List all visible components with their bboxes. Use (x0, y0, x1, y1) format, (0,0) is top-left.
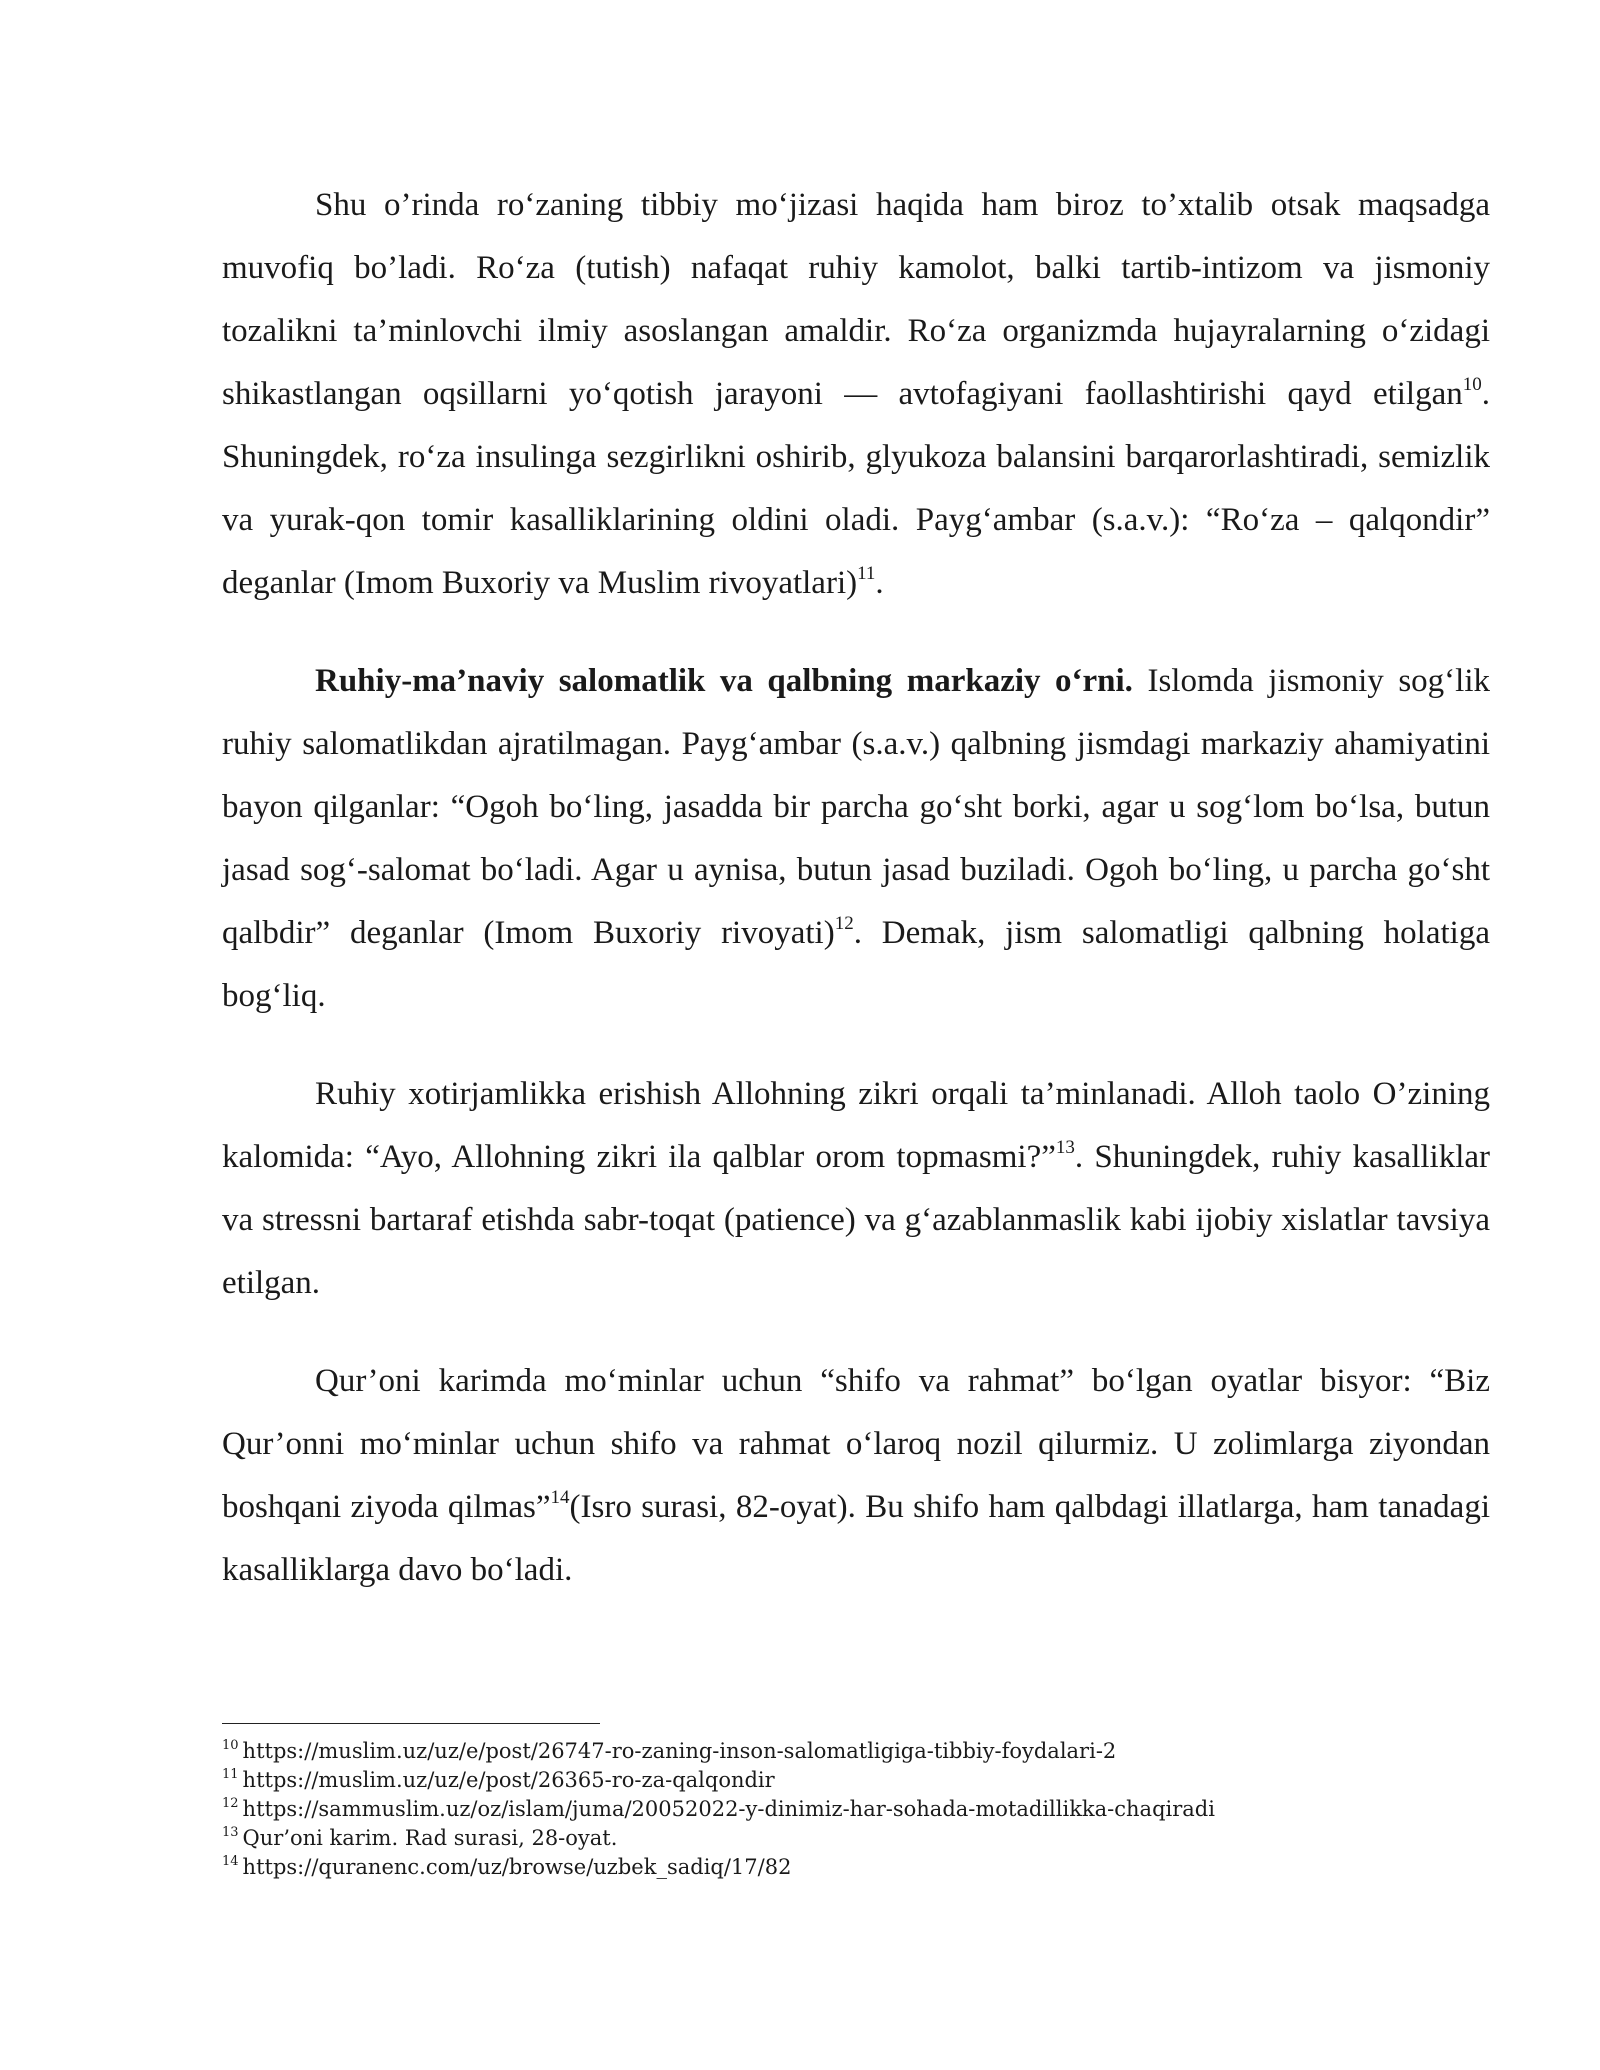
footnotes (222, 1737, 1490, 1882)
footnote-link[interactable]: https://muslim.uz/uz/e/post/26365-ro-za-qalqondir (242, 1768, 775, 1792)
paragraph-4-text-a: Qur’oni karimda mo‘minlar uchun “shifo va rahmat” bo‘lgan oyatlar bisyor: “Biz Qur’onni mo‘minlar uchun shifo va rahmat o‘laroq nozil qilurmiz. U zolimlarga ziyondan boshqani ziyoda qilmas” (222, 1363, 1490, 1525)
paragraph-1-text-b: . Shuningdek, ro‘za insulinga sezgirlikni oshirib, glyukoza balansini barqarorlashtiradi, semizlik va yurak-qon tomir kasalliklarining oldini oladi. Payg‘ambar (s.a.v.): “Ro‘za – qalqondir” deganlar (Imom Buxoriy va Muslim rivoyatlari) (222, 376, 1490, 601)
footnote-number: 14 (222, 1854, 239, 1869)
footnote-number: 10 (222, 1738, 239, 1753)
paragraph-4 (222, 1350, 1490, 1602)
paragraph-2 (222, 650, 1490, 1028)
body-text (222, 174, 1490, 1602)
footnote-14 (222, 1853, 1490, 1882)
footnote-number: 13 (222, 1825, 239, 1840)
footnote-ref-13: 13 (1055, 1137, 1075, 1158)
paragraph-1 (222, 174, 1490, 615)
footnote-number: 11 (222, 1767, 239, 1782)
footnote-10 (222, 1737, 1490, 1766)
paragraph-4-text-b: (Isro surasi, 82-oyat). Bu shifo ham qalbdagi illatlarga, ham tanadagi kasalliklarga davo bo‘ladi. (222, 1489, 1491, 1588)
footnote-11 (222, 1766, 1490, 1795)
paragraph-2-text-a: Islomda jismoniy sog‘lik ruhiy salomatlikdan ajratilmagan. Payg‘ambar (s.a.v.) qalbning jismdagi markaziy ahamiyatini bayon qilganlar: “Ogoh bo‘ling, jasadda bir parcha go‘sht borki, agar u sog‘lom bo‘lsa, butun jasad sog‘-salomat bo‘ladi. Agar u aynisa, butun jasad buziladi. Ogoh bo‘ling, u parcha go‘sht qalbdir” deganlar (Imom Buxoriy rivoyati) (222, 663, 1490, 951)
paragraph-1-text-c: . (875, 565, 884, 601)
section-heading: Ruhiy-ma’naviy salomatlik va qalbning markaziy o‘rni. (315, 663, 1133, 699)
footnote-13 (222, 1824, 1490, 1853)
footnote-ref-14: 14 (550, 1487, 570, 1508)
paragraph-3 (222, 1063, 1490, 1315)
footnote-link[interactable]: https://sammuslim.uz/oz/islam/juma/20052022-y-dinimiz-har-sohada-motadillikka-chaqiradi (242, 1797, 1215, 1821)
paragraph-3-text-a: Ruhiy xotirjamlikka erishish Allohning zikri orqali ta’minlanadi. Alloh taolo O’zining kalomida: “Ayo, Allohning zikri ila qalblar orom topmasmi?” (222, 1076, 1490, 1175)
paragraph-3-text-b: . Shuningdek, ruhiy kasalliklar va stressni bartaraf etishda sabr-toqat (patience) va g‘azablanmaslik kabi ijobiy xislatlar tavsiya etilgan. (222, 1139, 1491, 1301)
paragraph-1-text-a: Shu o’rinda ro‘zaning tibbiy mo‘jizasi haqida ham biroz to’xtalib otsak maqsadga muvofiq bo’ladi. Ro‘za (tutish) nafaqat ruhiy kamolot, balki tartib-intizom va jismoniy tozalikni ta’minlovchi ilmiy asoslangan amaldir. Ro‘za organizmda hujayralarning o‘zidagi shikastlangan oqsillarni yo‘qotish jarayoni — avtofagiyani faollashtirishi qayd etilgan (222, 187, 1490, 412)
footnote-text: Qur’oni karim. Rad surasi, 28-oyat. (242, 1826, 618, 1850)
footnote-separator (222, 1723, 600, 1724)
footnote-link[interactable]: https://muslim.uz/uz/e/post/26747-ro-zaning-inson-salomatligiga-tibbiy-foydalari-2 (242, 1739, 1117, 1763)
footnote-ref-10: 10 (1462, 374, 1482, 395)
footnote-ref-12: 12 (834, 913, 854, 934)
footnote-number: 12 (222, 1796, 239, 1811)
paragraph-2-text-b: . Demak, jism salomatligi qalbning holatiga bog‘liq. (222, 915, 1490, 1014)
footnote-ref-11: 11 (857, 563, 876, 584)
footnote-12 (222, 1795, 1490, 1824)
footnote-link[interactable]: https://quranenc.com/uz/browse/uzbek_sadiq/17/82 (242, 1855, 792, 1879)
